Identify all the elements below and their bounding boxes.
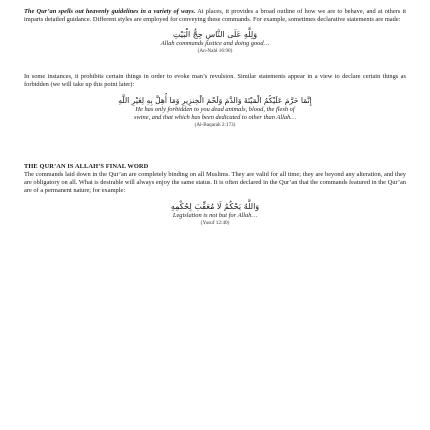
intro-text: At places, it provides a broad outline of how we are to behave, and at others it imparts detailed guidance. Different styles are employed for conveying these commands. For example, sometimes declarative statements are made: <box>24 8 406 23</box>
verse-translation: Allah commands justice and doing good… <box>160 40 270 47</box>
verse-reference: (Yusuf 12:40) <box>200 220 230 226</box>
verse-translation-line: He has only forbidden to you dead animals, blood, the flesh of <box>135 106 295 113</box>
arabic-verse: إِنَّمَا حَرَّمَ عَلَيْكُمُ الْمَيْتَةَ وَالدَّمَ وَلَحْمَ الْخِنزِيرِ وَمَا أُهِلَّ بِهِ لِغَيْرِ اللَّهِ <box>118 96 312 105</box>
verse-translation: Legislation is not but for Allah… <box>172 212 258 219</box>
intro-lead: The Qur’an spells out heavenly guidelines in a variety of ways. <box>24 8 196 15</box>
verse-translation-line: swine, and that which has been dedicated to other than Allah… <box>134 114 296 121</box>
arabic-verse: وَاللَّهُ يَحْكُمُ لَا مُعَقِّبَ لِحُكْمِهِ <box>170 202 260 211</box>
body-paragraph: The commands laid down in the Qur’an are completely binding on all Muslims. They are valid for all time; they are beyond any alteration, and they are obligatory on all. What is desirable will always enjoy the same status. It is often declared in the Qur’an that the commands featured in the Qur’an are of a permanent nature; for example: <box>24 171 406 194</box>
verse-quote <box>24 201 406 227</box>
arabic-verse: وَلِلَّهِ عَلَى النَّاسِ حِجُّ الْبَيْتِ <box>172 30 258 39</box>
intro-paragraph <box>24 8 406 24</box>
body-paragraph: In some instances, it prohibits certain things in order to evoke man’s revulsion. Similar statements appear in a view to declare certain things as forbidden (we will take up this point later): <box>24 73 406 88</box>
verse-reference: (An-Nahl 16:90) <box>197 48 233 54</box>
verse-quote <box>24 95 406 129</box>
section-heading: THE QUR’AN IS ALLAH’S FINAL WORD <box>24 163 149 170</box>
verse-reference: (Al-Baqarah 2:173) <box>194 122 236 128</box>
verse-quote <box>24 29 406 55</box>
